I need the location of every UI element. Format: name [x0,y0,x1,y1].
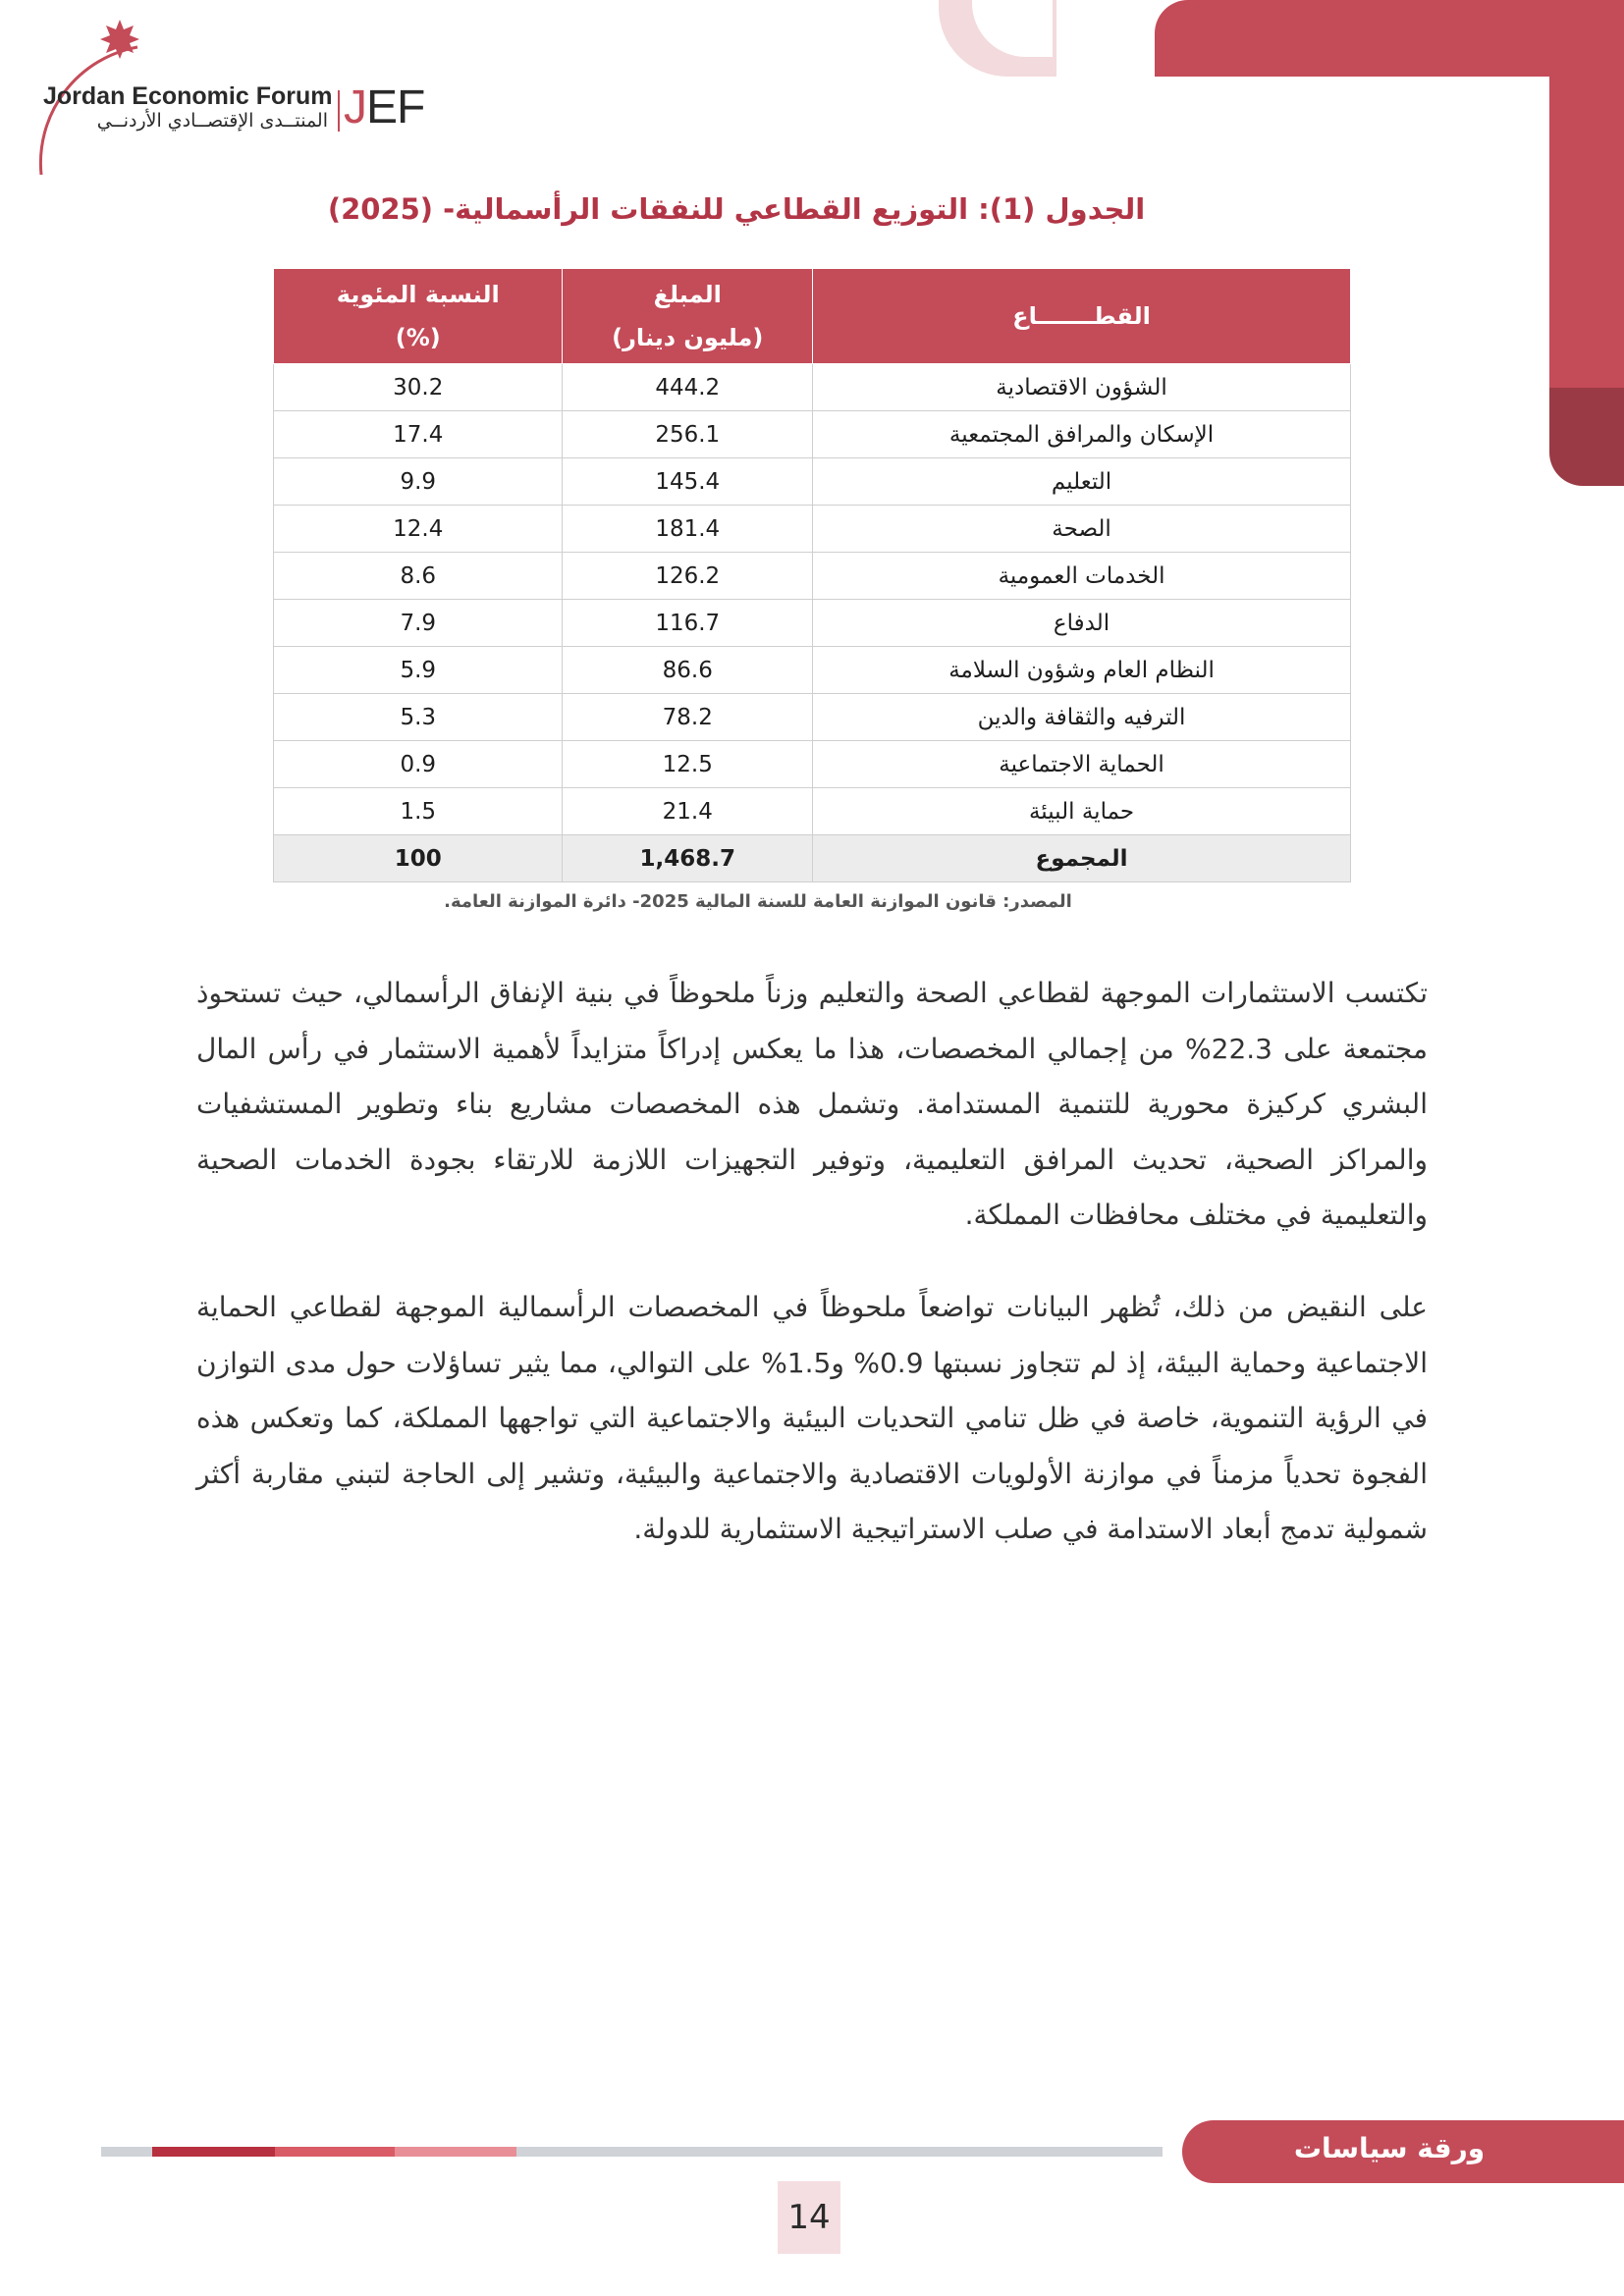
table-row [274,364,1351,411]
cell-pct: 1.5 [274,788,563,835]
footer-bar-segment [101,2147,152,2157]
table-row [274,788,1351,835]
header-amount [563,269,813,364]
logo-separator [338,90,340,132]
cell-sector: الحماية الاجتماعية [813,741,1351,788]
logo-name-en: Jordan Economic Forum [43,82,333,110]
header-percentage [274,269,563,364]
cell-pct: 30.2 [274,364,563,411]
footer-bar-segment [275,2147,395,2157]
table-caption: الجدول (1): التوزيع القطاعي للنفقات الرأسمالية- (2025) [327,192,1146,226]
table-row [274,506,1351,553]
cell-total-amount: 1,468.7 [563,835,813,882]
footer-bar-segment [395,2147,516,2157]
table-row [274,647,1351,694]
header-pct-line2: (%) [395,324,441,351]
table-row [274,458,1351,506]
table-total-row [274,835,1351,882]
cell-pct: 8.6 [274,553,563,600]
cell-pct: 5.3 [274,694,563,741]
logo-abbr-ef: EF [366,81,425,133]
cell-pct: 17.4 [274,411,563,458]
header-sector: القطـــــــاع [813,269,1351,364]
cell-amount: 12.5 [563,741,813,788]
cell-total-pct: 100 [274,835,563,882]
table-row [274,553,1351,600]
decorative-band-dark [1549,388,1624,486]
table-header-row [274,269,1351,364]
cell-amount: 444.2 [563,364,813,411]
page-number: 14 [778,2181,840,2254]
cell-sector: الصحة [813,506,1351,553]
header-amount-line1: المبلغ [653,281,722,308]
footer-bar-segment [516,2147,1163,2157]
logo-abbr-j: J [344,81,366,133]
footer-bar-segment [152,2147,275,2157]
cell-sector: النظام العام وشؤون السلامة [813,647,1351,694]
header-pct-line1: النسبة المئوية [336,281,500,308]
cell-amount: 126.2 [563,553,813,600]
capital-expenditure-table [273,268,1351,882]
cell-sector: الدفاع [813,600,1351,647]
decorative-band-top [1155,0,1624,77]
cell-amount: 181.4 [563,506,813,553]
cell-amount: 145.4 [563,458,813,506]
table-row [274,600,1351,647]
footer-label: ورقة سياسات [1293,2132,1486,2164]
cell-sector: الخدمات العمومية [813,553,1351,600]
header-amount-line2: (مليون دينار) [612,324,764,351]
logo-abbreviation [344,80,424,134]
table-row [274,694,1351,741]
cell-amount: 86.6 [563,647,813,694]
body-paragraph-1: تكتسب الاستثمارات الموجهة لقطاعي الصحة والتعليم وزناً ملحوظاً في بنية الإنفاق الرأسمالي، حيث تستحوذ مجتمعة على 22.3% من إجمالي المخصصات، هذا ما يعكس إدراكاً متزايداً لأهمية الاستثمار في رأس المال البشري كركيزة محورية للتنمية المستدامة. وتشمل هذه المخصصات مشاريع بناء وتطوير المستشفيات والمراكز الصحية، تحديث المرافق التعليمية، وتوفير التجهيزات اللازمة للارتقاء بجودة الخدمات الصحية والتعليمية في مختلف محافظات المملكة. [196,977,1429,1231]
cell-sector: الترفيه والثقافة والدين [813,694,1351,741]
cell-amount: 256.1 [563,411,813,458]
cell-sector: حماية البيئة [813,788,1351,835]
cell-pct: 12.4 [274,506,563,553]
table-row [274,741,1351,788]
cell-amount: 116.7 [563,600,813,647]
cell-pct: 7.9 [274,600,563,647]
cell-pct: 5.9 [274,647,563,694]
cell-pct: 9.9 [274,458,563,506]
body-paragraph-2: على النقيض من ذلك، تُظهر البيانات تواضعاً ملحوظاً في المخصصات الرأسمالية الموجهة لقطاعي الحماية الاجتماعية وحماية البيئة، إذ لم تتجاوز نسبتها 0.9% و1.5% على التوالي، مما يثير تساؤلات حول مدى التوازن في الرؤية التنموية، خاصة في ظل تنامي التحديات البيئية والاجتماعية التي تواجهها المملكة، كما وتعكس هذه الفجوة تحدياً مزمناً في موازنة الأولويات الاقتصادية والاجتماعية والبيئية، وتشير إلى الحاجة لتبني مقاربة أكثر شمولية تدمج أبعاد الاستدامة في صلب الاستراتيجية الاستثمارية للدولة. [196,1291,1429,1545]
cell-total-label: المجموع [813,835,1351,882]
cell-amount: 78.2 [563,694,813,741]
cell-pct: 0.9 [274,741,563,788]
table-source-note: المصدر: قانون الموازنة العامة للسنة المالية 2025- دائرة الموازنة العامة. [444,891,1072,912]
jef-logo [20,18,432,185]
cell-sector: الشؤون الاقتصادية [813,364,1351,411]
cell-sector: التعليم [813,458,1351,506]
cell-sector: الإسكان والمرافق المجتمعية [813,411,1351,458]
cell-amount: 21.4 [563,788,813,835]
logo-name-ar: المنتــدى الإقتصــادي الأردنــي [96,110,328,132]
table-row [274,411,1351,458]
